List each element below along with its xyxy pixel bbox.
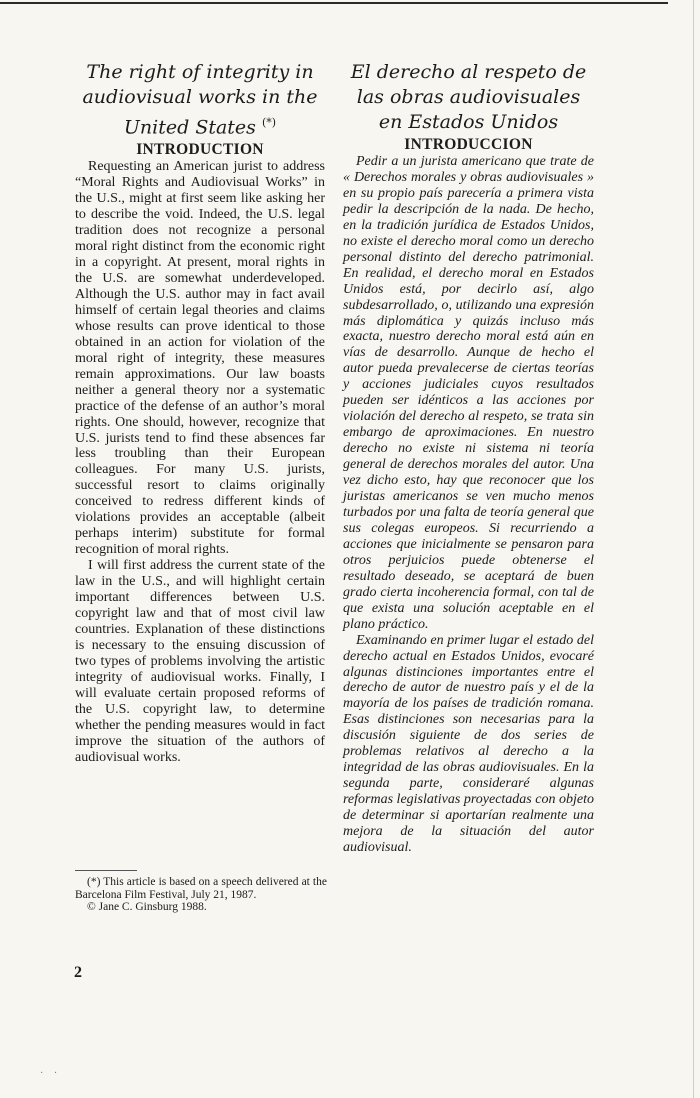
- spanish-column: [343, 60, 594, 856]
- spanish-title: [343, 60, 594, 135]
- english-title-line-2: audiovisual works in the: [82, 86, 318, 108]
- spanish-title-line-2: las obras audiovisuales: [356, 86, 581, 108]
- spanish-title-line-1: El derecho al respeto de: [350, 61, 587, 83]
- footnote-copyright: © Jane C. Ginsburg 1988.: [87, 901, 207, 913]
- english-title-line-3: United States: [123, 116, 256, 139]
- scan-specks: · ·: [40, 1068, 62, 1079]
- spanish-heading: INTRODUCCION: [404, 136, 533, 153]
- footnote-speech: (*) This article is based on a speech delivered at the Barcelona Film Festival, July 21, 1987.: [75, 876, 327, 901]
- spanish-title-line-3: en Estados Unidos: [378, 111, 559, 133]
- footnotes: [75, 876, 327, 914]
- english-title: [75, 60, 325, 140]
- english-heading: INTRODUCTION: [136, 141, 264, 159]
- spanish-paragraph-2: Examinando en primer lugar el estado del derecho actual en Estados Unidos, evocaré algunas distinciones importantes entre el derecho de autor de nuestro país y el de la mayoría de los países de tradición romana. Esas distinciones son necesarias para la discusión siguiente de dos series de problemas relativos al derecho a la integridad de las obras audiovisuales. En la segunda parte, consideraré algunas reformas legislativas proyectadas con objeto de determinar si aportarían realmente una mejora de la situación del autor audiovisual.: [343, 632, 594, 855]
- spanish-paragraph-1: Pedir a un jurista americano que trate de « Derechos morales y obras audiovisuales » en su propio país parecería a primera vista pedir la descripción de la nada. De hecho, en la tradición jurídica de Estados Unidos, no existe el derecho moral como un derecho personal distinto del derecho patrimonial. En realidad, el derecho moral en Estados Unidos está, por decirlo así, algo subdesarrollado, o, utilizando una expresión más diplomática y quizás incluso más exacta, nuestro derecho moral está aún en vías de desarrollo. Aunque de hecho el autor pueda prevalecerse de ciertas teorías y acciones judiciales cuyos resultados pueden ser idénticos a las acciones por violación del derecho al respeto, se trata sin embargo de aproximaciones. En nuestro derecho no existe ni sistema ni teoría general de derechos morales del autor. Una vez dicho esto, hay que reconocer que los juristas americanos se ven mucho menos turbados por una falta de teoría general que sus colegas europeos. Si recurriendo a acciones que inicialmente se pensaron para otros perjuicios puede obtenerse el resultado deseado, se aceptará de buen grado cierta incoherencia formal, con tal de que exista una solución aceptable en el plano práctico.: [343, 154, 594, 632]
- top-rule: [0, 2, 668, 4]
- footnote-rule: [75, 870, 137, 871]
- english-paragraph-1: Requesting an American jurist to address “Moral Rights and Audiovisual Works” in the U.S., might at first seem like asking her to describe the void. Indeed, the U.S. legal tradition does not recognize a personal moral right distinct from the economic right in a copyright. At present, moral rights in the U.S. are somewhat underdeveloped. Although the U.S. author may in fact avail himself of certain legal theories and claims whose results can prove identical to those obtained in an action for violation of the moral right of integrity, these measures remain approximations. Our law boasts neither a general theory nor a systematic practice of the defense of an author’s moral rights. One should, however, recognize that U.S. jurists tend to find these absences far less troubling than their European colleagues. For many U.S. jurists, successful resort to claims originally conceived to redress different kinds of violations provides an acceptable (albeit perhaps interim) substitute for formal recognition of moral rights.: [75, 159, 325, 558]
- english-column: [75, 60, 325, 766]
- english-title-line-1: The right of integrity in: [86, 61, 314, 83]
- spanish-body: [343, 154, 594, 856]
- page-number: 2: [74, 964, 82, 981]
- page-edge: [693, 0, 694, 1098]
- english-body: [75, 159, 325, 765]
- english-paragraph-2: I will first address the current state of the law in the U.S., and will highlight certain important differences between U.S. copyright law and that of most civil law countries. Explanation of these distinctions is necessary to the ensuing discussion of two types of problems involving the artistic integrity of audiovisual works. Finally, I will evaluate certain proposed reforms of the U.S. copyright law, to determine whether the pending measures would in fact improve the situation of the authors of audiovisual works.: [75, 558, 325, 765]
- title-footnote-mark: (*): [261, 116, 277, 129]
